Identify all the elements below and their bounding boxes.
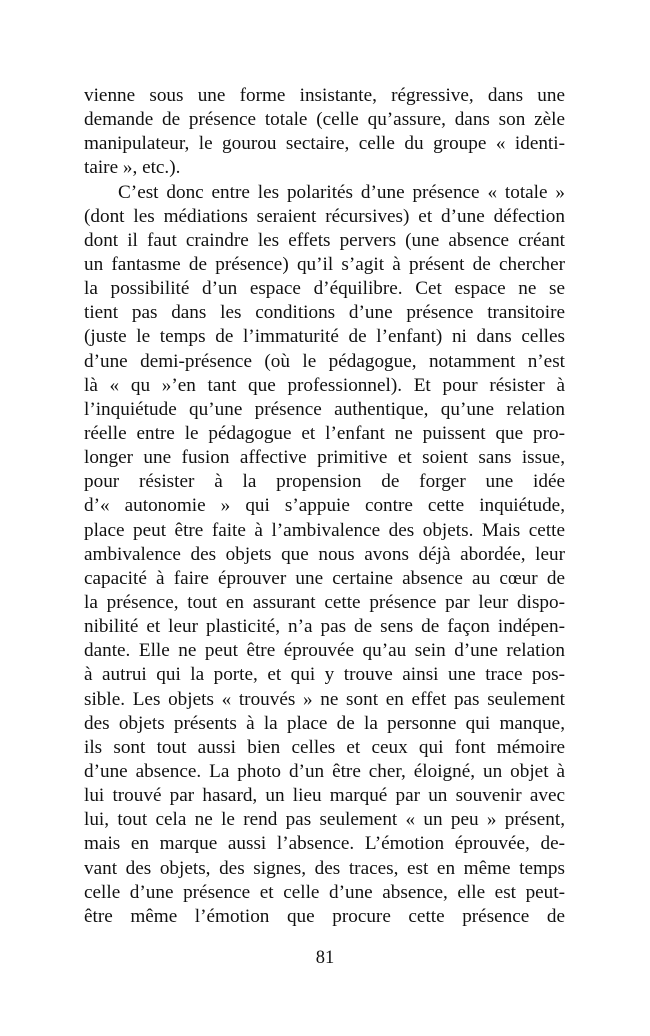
page-number: 81 — [315, 948, 335, 968]
text-line: place peut être faite à l’ambivalence des objets. Mais cette — [84, 519, 565, 541]
text-line: ils sont tout aussi bien celles et ceux qui font mémoire — [84, 736, 565, 758]
page-body — [84, 84, 565, 929]
text-line: demande de présence totale (celle qu’assure, dans son zèle — [84, 109, 565, 131]
text-line: ambivalence des objets que nous avons déjà abordée, leur — [84, 543, 565, 565]
book-page — [84, 84, 565, 952]
text-line: taire », etc.). — [84, 157, 181, 179]
paragraph-1 — [84, 84, 565, 181]
text-line: réelle entre le pédagogue et l’enfant ne puissent que pro- — [84, 422, 565, 444]
text-line: un fantasme de présence) qu’il s’agit à présent de chercher — [84, 253, 565, 275]
text-line: là « qu »’en tant que professionnel). Et pour résister à — [84, 374, 565, 396]
text-line: d’une absence. La photo d’un être cher, éloigné, un objet à — [84, 760, 565, 782]
text-line: dont il faut craindre les effets pervers (une absence créant — [84, 229, 565, 251]
text-line: vant des objets, des signes, des traces, est en même temps — [84, 857, 565, 879]
text-line: être même l’émotion que procure cette présence de — [84, 905, 565, 927]
text-line: mais en marque aussi l’absence. L’émotion éprouvée, de- — [84, 833, 565, 855]
text-line: capacité à faire éprouver une certaine absence au cœur de — [84, 567, 565, 589]
text-line: la possibilité d’un espace d’équilibre. Cet espace ne se — [84, 278, 565, 300]
text-line: C’est donc entre les polarités d’une présence « totale » — [118, 181, 565, 203]
text-line: longer une fusion affective primitive et soient sans issue, — [84, 447, 565, 469]
text-line: lui, tout cela ne le rend pas seulement « un peu » présent, — [84, 809, 565, 831]
text-line: (dont les médiations seraient récursives) et d’une défection — [84, 205, 565, 227]
text-line: d’une demi-présence (où le pédagogue, notamment n’est — [84, 350, 565, 372]
text-line: sible. Les objets « trouvés » ne sont en effet pas seulement — [84, 688, 565, 710]
text-line: pour résister à la propension de forger une idée — [84, 471, 565, 493]
text-line: à autrui qui la porte, et qui y trouve ainsi une trace pos- — [84, 664, 565, 686]
text-line: tient pas dans les conditions d’une présence transitoire — [84, 302, 565, 324]
text-line: l’inquiétude qu’une présence authentique, qu’une relation — [84, 398, 565, 420]
text-line: celle d’une présence et celle d’une absence, elle est peut- — [84, 881, 565, 903]
text-line: nibilité et leur plasticité, n’a pas de sens de façon indépen- — [84, 616, 565, 638]
text-line: d’« autonomie » qui s’appuie contre cette inquiétude, — [84, 495, 565, 517]
text-line: la présence, tout en assurant cette présence par leur dispo- — [84, 591, 565, 613]
text-line: des objets présents à la place de la personne qui manque, — [84, 712, 565, 734]
text-line: manipulateur, le gourou sectaire, celle du groupe « identi- — [84, 133, 565, 155]
text-line: vienne sous une forme insistante, régressive, dans une — [84, 85, 565, 106]
text-line: (juste le temps de l’immaturité de l’enfant) ni dans celles — [84, 326, 565, 348]
text-line: dante. Elle ne peut être éprouvée qu’au sein d’une relation — [84, 640, 565, 662]
text-line: lui trouvé par hasard, un lieu marqué par un souvenir avec — [84, 785, 565, 807]
paragraph-2 — [84, 181, 565, 929]
